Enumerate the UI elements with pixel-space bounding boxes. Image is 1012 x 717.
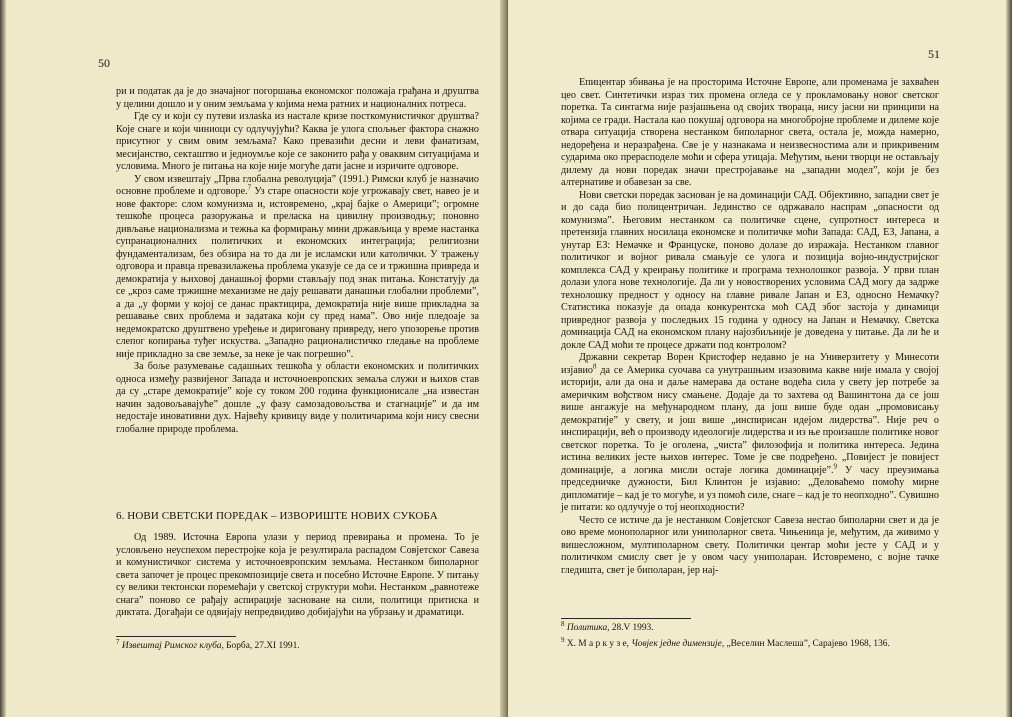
footnote-rule [116, 636, 236, 637]
left-page-edge [0, 0, 6, 717]
paragraph-text: Државни секретар Ворен Кристофер недавно је на Универзитету у Минесоти изјавио [561, 352, 939, 376]
paragraph [561, 352, 939, 515]
page-number-right: 51 [928, 47, 940, 61]
paragraph-text: Уз старе опасности које угрожавају свет, навео је и нове факторе: слом комунизма и, истовремено, „крај бајке о Америци”; огромне тешкоће процеса разоружања и преласка на цивилну производњу; поновно дивљање национализма и тежња ка формирању мини држављица у време настанка супранационалних политичких и економских интеграција; религиозни фундаментализам, без обзира на то да ли је исламски или католички. У тражењу одговора и правца превазилажења проблема указује се да се и тржишна привреда и демократија у њиховој данашњој форми стављају под знак питања. Констатују да се „кроз саме тржишне механизме не дају решавати данашњи глобални проблеми”, а да „у форми у којој се данас практицира, демократија није више прикладна за решавање свих проблема и задатака који су пред нама”. Ово није пледоаје за недемократско друштвено уређење и дириговану привреду, него упозорење против слепог копирања туђег искуства. „Западно рационалистичко гледање на проблеме није прикладно за све земље, за неке је чак погрешно”. [116, 186, 479, 360]
right-body [561, 77, 939, 577]
section-heading: 6. НОВИ СВЕТСКИ ПОРЕДАК – ИЗВОРИШТЕ НОВИХ СУКОБА [116, 510, 438, 522]
paragraph [116, 174, 479, 362]
footnote-rule [561, 618, 691, 619]
footnote-ref-7: 7 [247, 183, 252, 192]
paragraph-text: У часу преузимања председничке дужности, Бил Клинтон је изјавио: „Деловаћемо помоћу мирне дипломатије – кад је то могуће, и уз помоћ силе, снаге – кад је то неопходно”. Сувишно је питати: ко одлучује о тој неопходности? [561, 464, 940, 513]
footnote-9: $^9$ Х. М а р к у з е, Човјек једне димензије, „Веселин Маслеша”, Сарајево 1968, 136. [561, 635, 890, 649]
right-page-edge [1006, 0, 1012, 717]
paragraph: Где су и који су путеви излаska из настале кризе посткомунистичког друштва? Које снаге и који чиниоци су одлучујући? Каква је улога спољњег фактора снажно присутног у свим овим земљама? Како превазићи десни и леви фанатизам, месијанство, секташтво и једноумље које се законито рађа у оваквим ситуацијама и условима. Много је питања на које није могуће дати јасне и изричите одговоре. [116, 111, 479, 172]
footnote-8: $^8$ Политика, 28.V 1993. [561, 619, 654, 633]
paragraph-text: У свом извештају „Прва глобална револуција” (1991.) Римски клуб је назначио основне проблеме и одговоре. [116, 173, 479, 197]
paragraph: За боље разумевање садашњих тешкоћа у области економских и политичких односа између развијеног Запада и источноевропских земаља служи и њихов став да су „старе демократије” које су током 200 година функционисале „на известан начин задовољавајуће” дошле „у фазу самозадовољства и стагнације” и да им недостаје иновативни дух. Највећу кривицу виде у политичарима који нису свесни глобалне природе проблема. [116, 361, 479, 435]
page-number-left: 50 [98, 56, 110, 70]
footnote-ref-9: 9 [833, 462, 838, 471]
footnote-ref-8: 8 [593, 362, 597, 371]
paragraph: Често се истиче да је нестанком Совјетског Савеза нестао биполарни свет и да је ово време монополарног или униполарног света. Чињеница је, међутим, да живимо у вишесложном, мултиполарном свету. Политички центар моћи јесте у САД и у политичком смислу свет је у овом часу униполаран. Истовремено, с војне тачке гледишта, свет је биполаран, јер нај- [561, 514, 939, 576]
paragraph: Од 1989. Источна Европа улази у период превирања и промена. То је условљено неуспехом перестројке која је резултирала распадом Совјетског Савеза и комунистичког система у источноевропским земљама. Нестанком биполарног света започет је процес прекомпозиције света и посебно Источне Европе. У питању су велики тектонски поремећаји у светској структури моћи. Нестанком „равнотеже снага” поново се рађају аспирације засноване на сили, политици притиска и диктата. Догађаји се одвијају непредвидиво добијајући на убрзању и драматици. [116, 532, 479, 618]
left-body-bottom [116, 532, 479, 620]
footnote-7: $^7$ Извештај Римског клуба, Борба, 27.XI 1991. [116, 637, 300, 651]
paragraph: Нови светски поредак заснован је на доминацији САД. Објективно, западни свет је и до сада био полицентричан. Јединство се одржавало наспрам „опасности од комунизма”. Његовим нестанком са политичке сцене, супротност интереса и претензија главних носилаца економске и политичке моћи Запада: САД, ЕЗ, Јапана, а унутар ЕЗ: Немачке и Француске, поново долазе до изражаја. Нестанком главног политичког и војног ривала смањује се улога и позиција војно-индустријског комплекса САД у креирању политике и програма технолошког развоја. У први план долази улога нове технологије. Да ли у новостворених условима САД могу да задрже технолошку предност у односу на главне ривале Јапан и ЕЗ, односно Немачку? Статистика показује да опада конкурентска моћ САД због застоја у динамици привредног развоја у последњих 15 година у односу на Јапан и Немачку. Светска доминација САД на економском плану најозбиљније је доведена у питање. Да ли ће и докле САД моћи те процесе држати под контролом? [561, 189, 939, 351]
right-page [508, 0, 1012, 717]
paragraph: ри и податак да је до значајног погоршања економског положаја грађана и друштва у целини дошло и у оним земљама у којима нема ратних и националних потреса. [116, 86, 479, 110]
paragraph-text: да се Америка суочава са унутрашњим изазовима какве није имала у својој историји, али да она и даље намерава да остане водећа сила у свету јер потребе за америчким вођством нису смањене. Додаје да то захтева од Вашингтона да се још више ангажује на међународном плану, да још више буде одан „промовисању демократије” у свету, и још више „инспирисан идејом лидерства”. Није реч о инспирацији, већ о производу идеологије лидерства и из ње произашле политике новог светског поретка. То је оголена, „чиста” филозофија и политика интереса. Једина истина великих јесте њихов интерес. Томе је све подређено. „Повијест је повијест доминације, а логика мисли остаје логика доминације”. [561, 364, 939, 476]
paragraph: Епицентар збивања је на просторима Источне Европе, али променама је захваћен цео свет. Синтетички израз тих промена огледа се у прокламовању новог светског поретка. Та синтагма није разјашњена од својих твораца, нису јасни ни принципи на којима се гради. Настала као покушај одговора на многобројне проблеме и дилеме које отвара ситуација створена нестанком биполарног света, остала је, можда намерно, недоређена и неразрађена. Све је у назнакама и неизвесностима али и прикривеним сударима око прерасподеле моћи и сфера утицаја. Међутим, њени творци не остављају дилему да нови поредак значи престројавање на „западни модел”, који је без алтернативе и обавезан за све. [561, 77, 939, 188]
left-body-top [116, 86, 479, 436]
